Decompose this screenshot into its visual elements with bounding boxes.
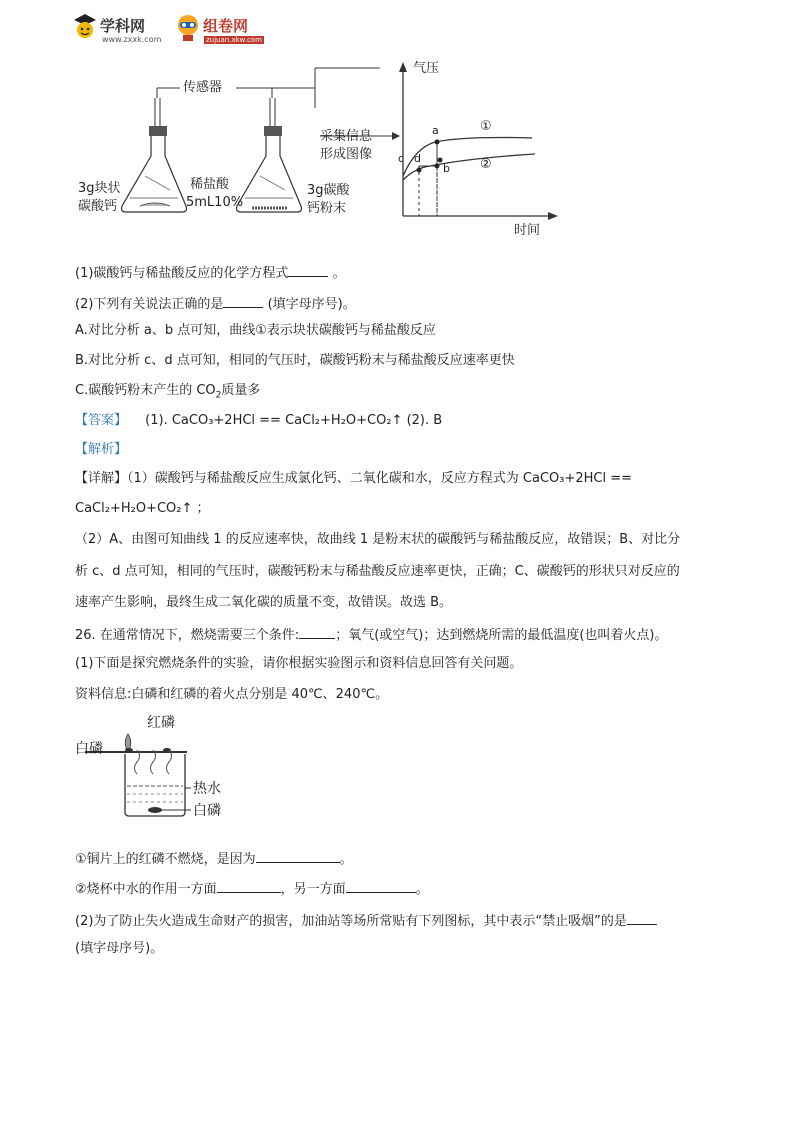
blank-26 [299,624,335,639]
sub-question-1: ①铜片上的红磷不燃烧，是因为 。 [75,848,353,869]
white-phosphorus-bottom-label: 白磷 [193,803,221,819]
blank-sub-2b [346,878,416,893]
detail-line-4: 析 c、d 点可知，相同的气压时，碳酸钙粉末与稀盐酸反应速率更快，正确；C、碳酸钙的形状只对反应的 [75,564,680,579]
left-flask-label-1: 3g块状 [78,181,121,196]
logo-xuekewang [72,12,167,46]
blank-1 [288,262,328,277]
left-flask-label-2: 碳酸钙 [78,199,118,214]
option-c: C.碳酸钙粉末产生的 $CO_2$质量多 [75,383,261,401]
question-26: 26. 在通常情况下，燃烧需要三个条件: ；氧气(或空气)；达到燃烧所需的最低温度(也叫着火点)。 [75,624,667,645]
point-c-label: c [398,152,405,165]
xuekewang-url: www.zxxk.com [102,35,162,44]
experiment-figure-1 [70,58,560,240]
option-a: A.对比分析 a、b 点可知，曲线①表示块状碳酸钙与稀盐酸反应 [75,323,436,338]
blank-26-2 [627,910,657,925]
experiment-figure-2 [75,712,245,827]
option-b: B.对比分析 c、d 点可知，相同的气压时，碳酸钙粉末与稀盐酸反应速率更快 [75,353,515,368]
info-line: 资料信息:白磷和红磷的着火点分别是 40℃、240℃。 [75,687,389,702]
xuekewang-name: 学科网 [100,17,146,35]
detail-line-3: （2）A、由图可知曲线 1 的反应速率快，故曲线 1 是粉末状的碳酸钙与稀盐酸反应，故错误；B、对比分 [75,532,681,547]
zujuanwang-logo-icon [176,12,200,42]
answer-row [75,412,442,430]
analysis-tag: 【解析】 [75,442,128,457]
blank-sub-1 [256,848,340,863]
detail-tag: 【详解】 [75,471,128,486]
xuekewang-logo-icon [72,12,98,42]
question-26-2-line-1: (2)为了防止失火造成生命财产的损害，加油站等场所常贴有下列图标，其中表示“禁止吸烟”的是 [75,910,657,931]
sub-question-2: ②烧杯中水的作用一方面 ，另一方面 。 [75,878,429,899]
red-phosphorus-label: 红磷 [147,715,175,731]
point-b-label: b [443,162,450,175]
acid-label-1: 稀盐酸 [190,177,230,192]
white-phosphorus-top-label: 白磷 [75,741,103,757]
question-26-2-line-2: (填字母序号)。 [75,941,164,956]
collect-label-2: 形成图像 [320,147,373,162]
right-flask-label-1: 3g碳酸 [307,183,350,198]
hot-water-label: 热水 [193,781,221,797]
blank-sub-2a [217,878,281,893]
detail-line-5: 速率产生影响，最终生成二氧化碳的质量不变，故错误。故选 B。 [75,595,453,610]
point-d-label: d [414,152,421,165]
point-a-label: a [432,124,439,137]
zujuanwang-url: zujuan.xkw.com [206,36,262,44]
logo-zujuanwang [176,12,271,46]
curve-1-label: ① [480,119,492,134]
question-26-1: (1)下面是探究燃烧条件的实验，请你根据实验图示和资料信息回答有关问题。 [75,656,523,671]
collect-label-1: 采集信息 [320,129,373,144]
answer-tag: 【答案】 [75,413,128,428]
answer-text: (1). CaCO₃+2HCl == CaCl₂+H₂O+CO₂↑ (2). B [145,413,443,428]
acid-label-2: 5mL10% [186,195,244,210]
detail-line-2: CaCl₂+H₂O+CO₂↑ ； [75,501,210,516]
graph-x-axis-label: 时间 [514,223,541,238]
graph-y-axis-label: 气压 [413,61,440,76]
detail-line-1: 【详解】（1）碳酸钙与稀盐酸反应生成氯化钙、二氧化碳和水，反应方程式为 CaCO₃+2HCl == [75,471,633,486]
question-1: (1)碳酸钙与稀盐酸反应的化学方程式 。 [75,262,346,283]
sensor-label: 传感器 [183,80,223,95]
question-2: (2)下列有关说法正确的是 (填字母序号)。 [75,293,356,314]
curve-2-label: ② [480,157,492,172]
right-flask-label-2: 钙粉末 [307,201,347,216]
zujuanwang-name: 组卷网 [203,17,249,35]
blank-2 [223,293,263,308]
